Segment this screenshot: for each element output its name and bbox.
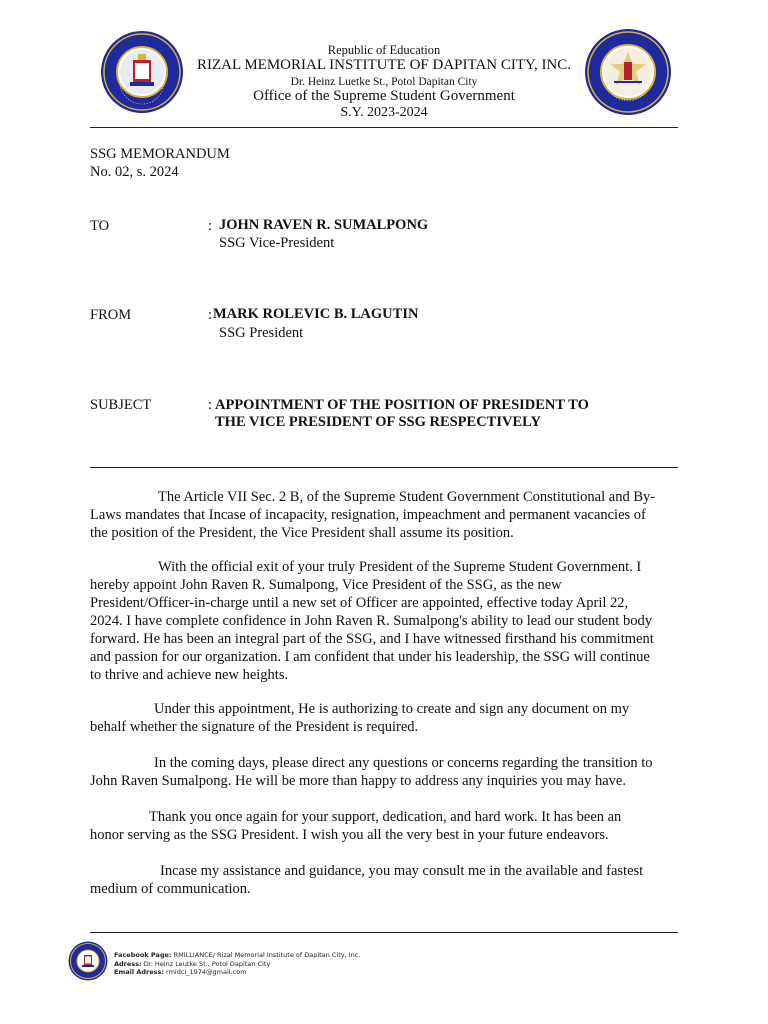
header-address: Dr. Heinz Luetke St., Potol Dapitan City	[290, 75, 478, 88]
body-paragraph-4	[90, 754, 680, 790]
subject-line-1: APPOINTMENT OF THE POSITION OF PRESIDENT TO	[215, 397, 589, 413]
body-paragraph-5	[90, 808, 680, 844]
body-line: hereby appoint John Raven R. Sumalpong, Vice President of the SSG, as the new	[90, 577, 562, 593]
subject-divider	[90, 467, 678, 468]
body-line: forward. He has been an integral part of the SSG, and I have witnessed firsthand his commitment	[90, 631, 654, 647]
body-paragraph-3	[90, 700, 680, 736]
to-label: TO	[90, 218, 110, 234]
footer-seal-logo	[68, 941, 108, 981]
memo-number: No. 02, s. 2024	[90, 164, 179, 180]
footer-email-label: Email Adress:	[114, 968, 164, 977]
body-line: medium of communication.	[90, 881, 251, 897]
to-position: SSG Vice-President	[219, 235, 335, 251]
body-line: Laws mandates that Incase of incapacity, resignation, impeachment and permanent vacancies of	[90, 507, 646, 523]
footer-email	[114, 968, 360, 977]
body-line: President/Officer-in-charge until a new set of Officer are appointed, effective today April 22,	[90, 595, 629, 611]
letterhead	[160, 44, 608, 120]
footer-email-value: rmidci_1974@gmail.com	[166, 968, 247, 977]
body-line: honor serving as the SSG President. I wish you all the very best in your future endeavors.	[90, 827, 609, 843]
memo-title: SSG MEMORANDUM	[90, 146, 230, 162]
subject-label: SUBJECT	[90, 397, 152, 413]
header-republic: Republic of Education	[327, 43, 441, 57]
footer-facebook-value: RMILLIANCE/ Rizal Memorial Institute of Dapitan City, Inc.	[173, 951, 361, 959]
body-line: and passion for our organization. I am confident that under his leadership, the SSG will continue	[90, 649, 650, 665]
header-divider	[90, 127, 678, 128]
from-colon: :	[208, 307, 213, 323]
footer-address-label: Adress:	[114, 959, 142, 968]
body-line: Under this appointment, He is authorizing to create and sign any document on my	[154, 701, 630, 717]
subject-colon: :	[208, 397, 213, 413]
from-name: MARK ROLEVIC B. LAGUTIN	[213, 306, 419, 322]
body-line: Incase my assistance and guidance, you may consult me in the available and fastest	[160, 863, 644, 879]
body-paragraph-2	[90, 558, 680, 684]
body-line: With the official exit of your truly President of the Supreme Student Government. I	[158, 559, 642, 575]
body-paragraph-6	[90, 862, 680, 898]
subject-line-2: THE VICE PRESIDENT OF SSG RESPECTIVELY	[215, 414, 541, 430]
body-line: behalf whether the signature of the President is required.	[90, 719, 419, 735]
body-line: Thank you once again for your support, dedication, and hard work. It has been an	[149, 809, 622, 825]
footer-contact	[114, 951, 360, 977]
body-paragraph-1	[90, 488, 680, 542]
from-label: FROM	[90, 307, 132, 323]
footer-address-value: Dr. Heinz Leutke St., Potol Dapitan City	[143, 959, 271, 968]
header-school-name: RIZAL MEMORIAL INSTITUTE OF DAPITAN CITY, INC.	[196, 57, 572, 74]
body-line: In the coming days, please direct any questions or concerns regarding the transition to	[154, 755, 653, 771]
body-line: John Raven Sumalpong. He will be more than happy to address any inquiries you may have.	[90, 773, 626, 789]
from-position: SSG President	[219, 325, 304, 341]
footer-address	[114, 960, 360, 969]
footer-facebook	[114, 951, 360, 960]
body-line: 2024. I have complete confidence in John Raven R. Sumalpong's ability to lead our student body	[90, 613, 652, 629]
header-school-year: S.Y. 2023-2024	[340, 104, 428, 120]
body-line: The Article VII Sec. 2 B, of the Supreme Student Government Constitutional and By-	[158, 489, 656, 505]
body-line: to thrive and achieve new heights.	[90, 667, 289, 683]
footer-facebook-label: Facebook Page:	[114, 951, 172, 959]
to-name: JOHN RAVEN R. SUMALPONG	[219, 217, 429, 233]
body-line: the position of the President, the Vice President shall assume its position.	[90, 525, 514, 541]
footer-divider	[90, 932, 678, 933]
to-colon: :	[208, 218, 213, 234]
header-office: Office of the Supreme Student Government	[253, 87, 515, 104]
